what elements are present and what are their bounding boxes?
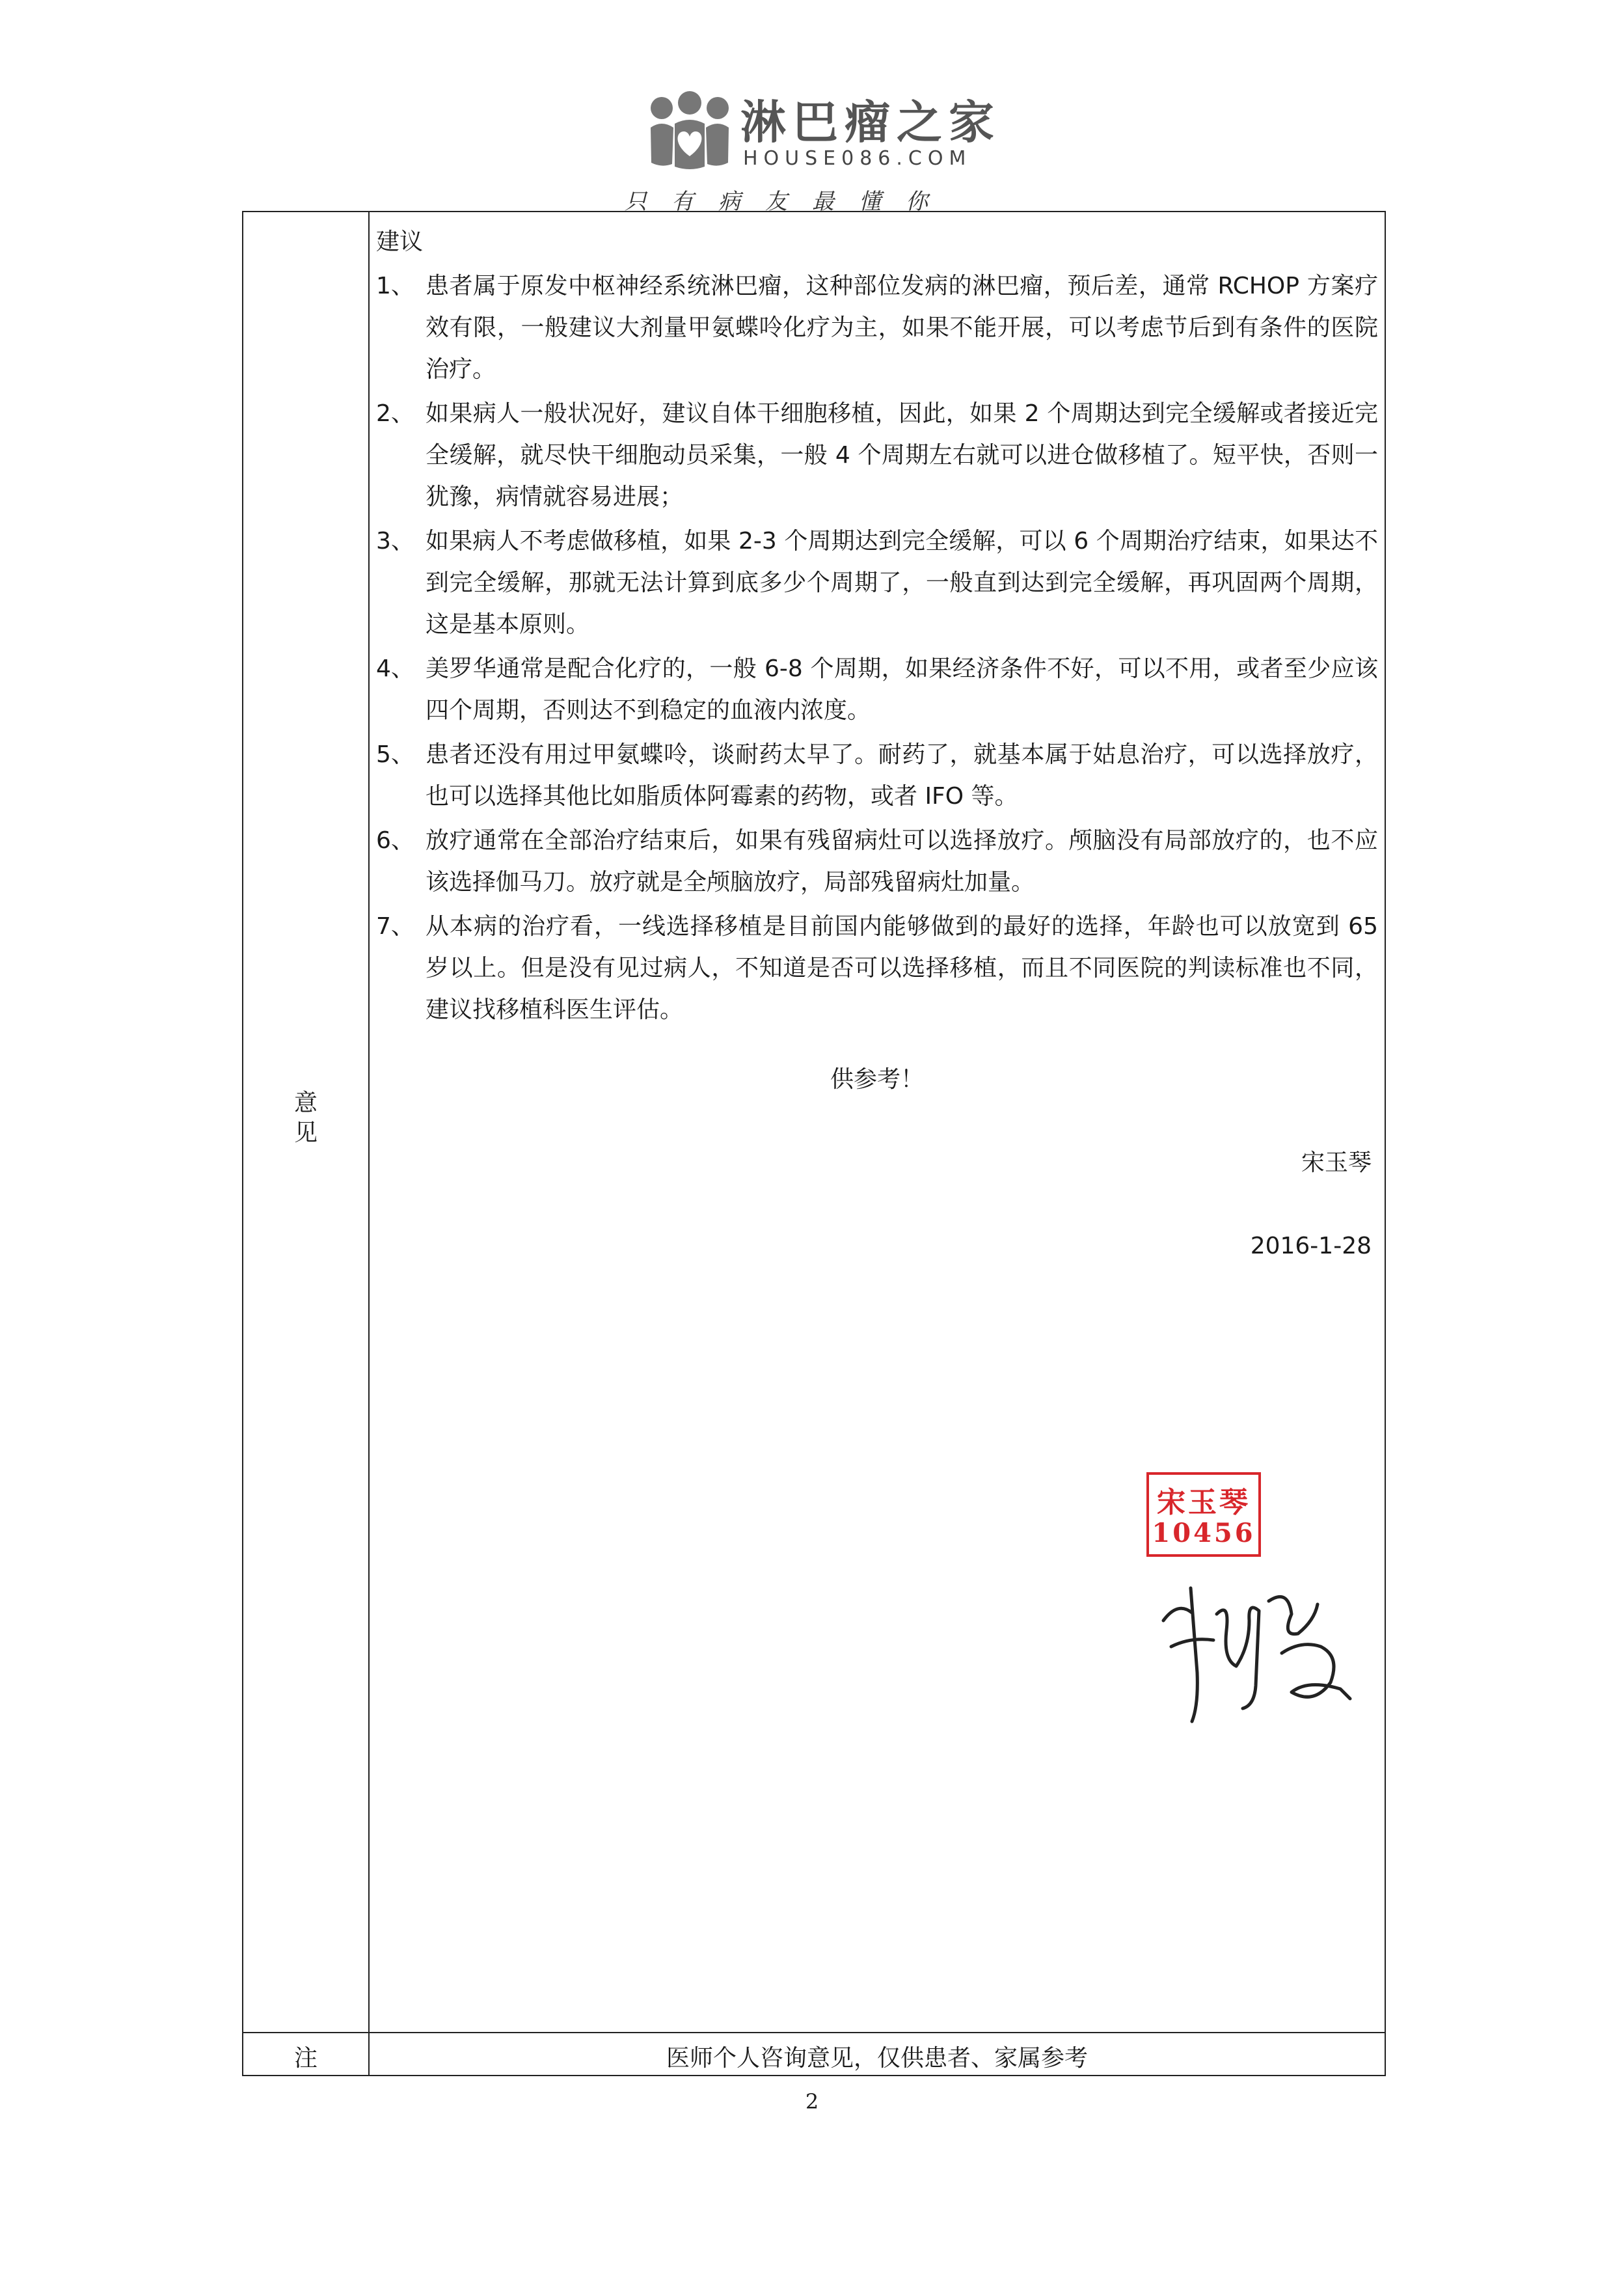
item-number: 5、	[376, 741, 414, 768]
stamp-name: 宋玉琴	[1157, 1486, 1251, 1519]
opinion-body	[376, 221, 1378, 1034]
item-text: 如果病人不考虑做移植，如果 2-3 个周期达到完全缓解，可以 6 个周期治疗结束，如果达不到完全缓解，那就无法计算到底多少个周期了，一般直到达到完全缓解，再巩固两个周期，这是基本原则。	[426, 528, 1378, 638]
opinion-item	[376, 906, 1378, 1031]
opinion-heading: 建议	[376, 228, 424, 255]
opinion-item	[376, 266, 1378, 391]
stamp-number: 10456	[1152, 1518, 1256, 1548]
handwritten-signature	[1152, 1575, 1360, 1731]
page-header	[0, 0, 1624, 215]
label-note: 注	[293, 2045, 318, 2072]
logo-slogan: 只有病友最懂你	[625, 189, 953, 215]
item-number: 6、	[376, 827, 414, 854]
opinion-item	[376, 734, 1378, 817]
signature-date: 2016-1-28	[1250, 1233, 1372, 1259]
item-number: 4、	[376, 655, 414, 682]
item-text: 患者属于原发中枢神经系统淋巴瘤，这种部位发病的淋巴瘤，预后差，通常 RCHOP 方案疗效有限，一般建议大剂量甲氨蝶呤化疗为主，如果不能开展，可以考虑节后到有条件的医院治疗。	[426, 273, 1378, 383]
table-column-divider	[368, 211, 370, 2076]
logo-title: 淋巴瘤之家	[740, 96, 1001, 149]
opinion-item	[376, 648, 1378, 732]
item-number: 2、	[376, 400, 414, 427]
logo-people-heart-icon	[647, 91, 732, 171]
closing-text: 供参考！	[830, 1066, 924, 1093]
opinion-item	[376, 820, 1378, 903]
item-text: 放疗通常在全部治疗结束后，如果有残留病灶可以选择放疗。颅脑没有局部放疗的，也不应该选择伽马刀。放疗就是全颅脑放疗，局部残留病灶加量。	[426, 827, 1378, 896]
doctor-seal-stamp	[1146, 1472, 1261, 1557]
opinion-item	[376, 521, 1378, 646]
label-opinion: 意见	[293, 1090, 318, 1146]
note-text: 医师个人咨询意见，仅供患者、家属参考	[666, 2045, 1088, 2072]
page-number: 2	[805, 2089, 819, 2114]
logo-url: HOUSE086.COM	[743, 147, 972, 170]
item-number: 1、	[376, 273, 414, 299]
opinion-item	[376, 393, 1378, 518]
item-text: 从本病的治疗看，一线选择移植是目前国内能够做到的最好的选择，年龄也可以放宽到 65 岁以上。但是没有见过病人，不知道是否可以选择移植，而且不同医院的判读标准也不同，建议找移植科医生评估。	[426, 913, 1378, 1023]
table-row-divider	[242, 2032, 1386, 2033]
item-text: 美罗华通常是配合化疗的，一般 6-8 个周期，如果经济条件不好，可以不用，或者至少应该四个周期，否则达不到稳定的血液内浓度。	[426, 655, 1378, 724]
item-number: 7、	[376, 913, 414, 940]
signer-name: 宋玉琴	[1301, 1149, 1372, 1176]
item-text: 患者还没有用过甲氨蝶呤，谈耐药太早了。耐药了，就基本属于姑息治疗，可以选择放疗，也可以选择其他比如脂质体阿霉素的药物，或者 IFO 等。	[426, 741, 1378, 810]
item-text: 如果病人一般状况好，建议自体干细胞移植，因此，如果 2 个周期达到完全缓解或者接近完全缓解，就尽快干细胞动员采集，一般 4 个周期左右就可以进仓做移植了。短平快，否则一犹豫，病情就容易进展；	[426, 400, 1378, 510]
item-number: 3、	[376, 528, 414, 555]
